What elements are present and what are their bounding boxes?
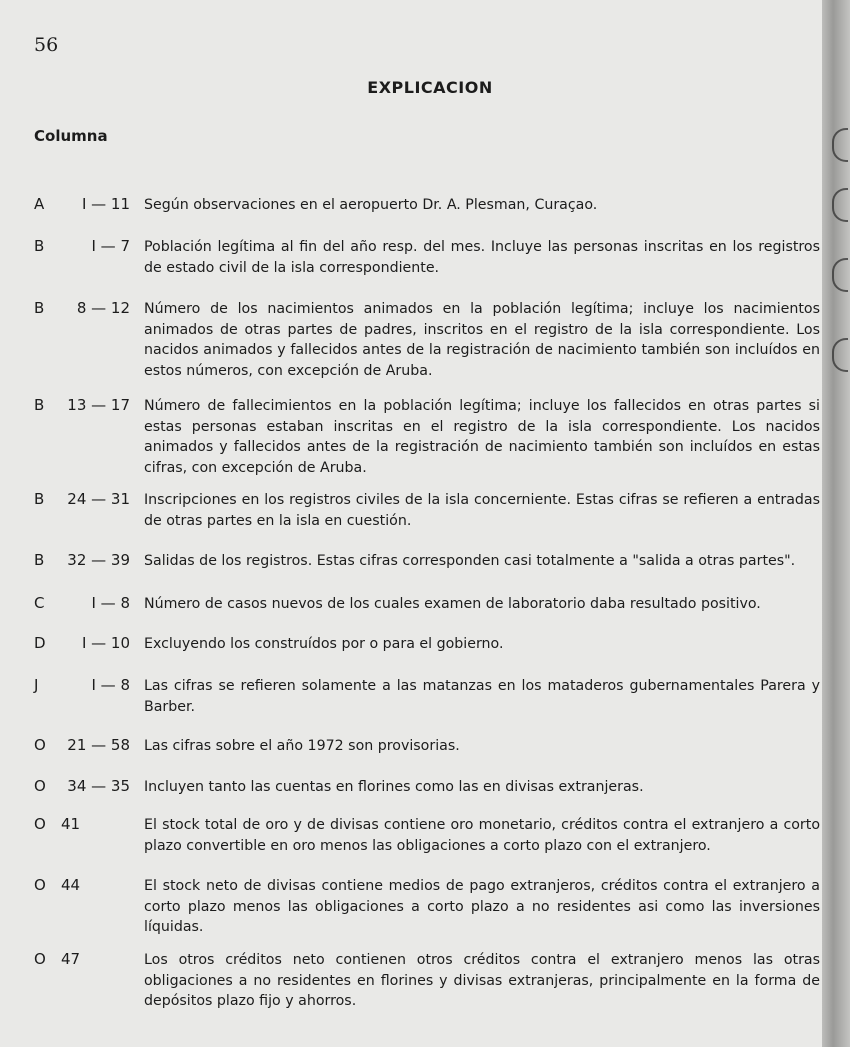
entry-range: I — 8 (91, 676, 130, 694)
entry-letter: O (34, 777, 46, 795)
entry-letter: J (34, 676, 39, 694)
bleed-through-glyph (832, 338, 848, 372)
entry-range: 13 — 17 (67, 396, 130, 414)
entry-letter: O (34, 815, 46, 833)
entry-letter: B (34, 299, 45, 317)
entry-range: I — 11 (81, 195, 130, 213)
entry-text: Según observaciones en el aeropuerto Dr. A. Plesman, Curaçao. (144, 197, 598, 213)
entry-letter: O (34, 876, 46, 894)
column-header: Columna (34, 127, 108, 145)
entry-range: 44 (61, 876, 81, 894)
bleed-through-glyph (832, 128, 848, 162)
entry-text: Las cifras se refieren solamente a las matanzas en los mataderos gubernamentales Parera y Barber. (144, 678, 820, 715)
entry-text: El stock neto de divisas contiene medios de pago extranjeros, créditos contra el extranjero a corto plazo menos las obligaciones a corto plazo a no residentes asi como las inversiones líquidas. (144, 878, 820, 935)
entry-text: Excluyendo los construídos por o para el gobierno. (144, 636, 504, 652)
entry-range: 21 — 58 (67, 736, 130, 754)
entry-text: Las cifras sobre el año 1972 son provisorias. (144, 738, 460, 754)
facing-page-edge (822, 0, 850, 1047)
entry-range: 47 (61, 950, 81, 968)
page-title: EXPLICACION (367, 78, 493, 97)
entry-range: 34 — 35 (67, 777, 130, 795)
entry-range: I — 8 (91, 594, 130, 612)
entry-text: Salidas de los registros. Estas cifras corresponden casi totalmente a "salida a otras partes". (144, 553, 796, 569)
entry-letter: B (34, 396, 45, 414)
entry-letter: D (34, 634, 46, 652)
entry-range: 41 (61, 815, 81, 833)
entry-text: Número de casos nuevos de los cuales examen de laboratorio daba resultado positivo. (144, 596, 761, 612)
entry-letter: O (34, 950, 46, 968)
entry-text: El stock total de oro y de divisas contiene oro monetario, créditos contra el extranjero a corto plazo convertible en oro menos las obligaciones a corto plazo con el extranjero. (144, 817, 820, 854)
bleed-through-glyph (832, 258, 848, 292)
entry-range: I — 7 (91, 237, 130, 255)
entry-text: Incluyen tanto las cuentas en florines como las en divisas extranjeras. (144, 779, 644, 795)
entry-text: Número de fallecimientos en la población legítima; incluye los fallecidos en otras partes si estas personas estaban inscritas en el registro de la isla correspondiente. Los nacidos animados y fallecidos antes de la registración de nacimiento también son incluídos en estas cifras, con excepción de Aruba. (144, 398, 820, 476)
entry-text: Número de los nacimientos animados en la población legítima; incluye los nacimientos animados de otras partes de padres, inscritos en el registro de la isla correspondiente. Los nacidos animados y fallecidos antes de la registración de nacimiento también son incluídos en estos números, con excepción de Aruba. (144, 301, 820, 379)
entry-letter: C (34, 594, 45, 612)
page-number: 56 (34, 34, 59, 56)
entry-range: 32 — 39 (67, 551, 130, 569)
entry-text: Los otros créditos neto contienen otros créditos contra el extranjero menos las otras obligaciones a no residentes en florines y divisas extranjeras, principalmente en la forma de depósitos plazo fijo y ahorros. (144, 952, 820, 1009)
entry-range: I — 10 (81, 634, 130, 652)
bleed-through-glyph (832, 188, 848, 222)
entry-text: Inscripciones en los registros civiles de la isla concerniente. Estas cifras se refieren a entradas de otras partes en la isla en cuestión. (144, 492, 820, 529)
entry-range: 24 — 31 (67, 490, 130, 508)
entry-letter: A (34, 195, 45, 213)
entry-letter: B (34, 237, 45, 255)
entry-letter: B (34, 490, 45, 508)
entry-range: 8 — 12 (76, 299, 130, 317)
entry-letter: O (34, 736, 46, 754)
entry-letter: B (34, 551, 45, 569)
entry-text: Población legítima al fin del año resp. del mes. Incluye las personas inscritas en los registros de estado civil de la isla correspondiente. (144, 239, 820, 276)
